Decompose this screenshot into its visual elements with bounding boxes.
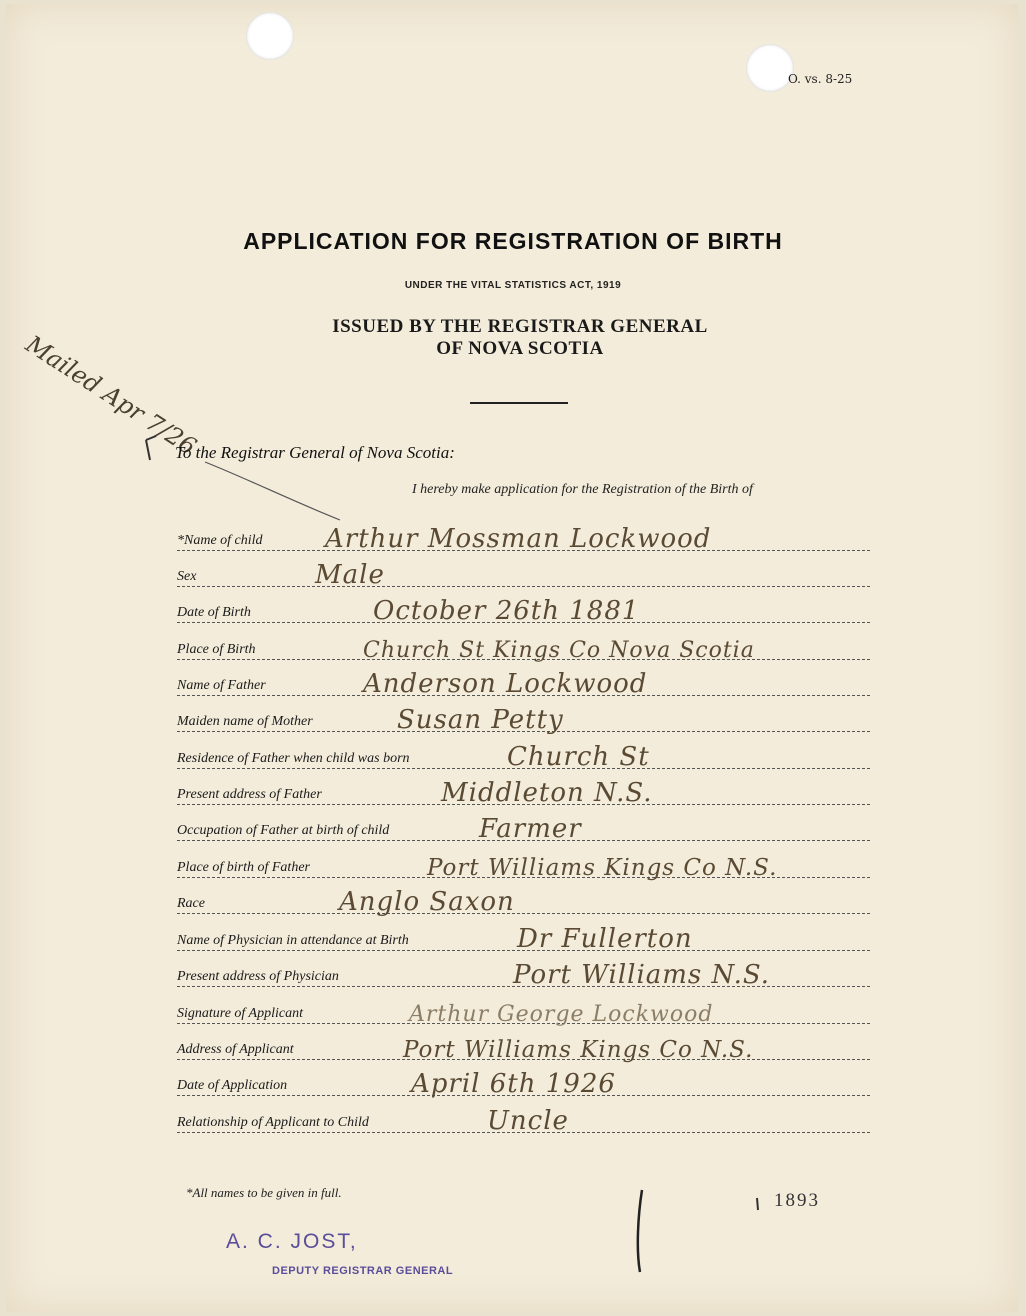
footnote: *All names to be given in full.: [186, 1185, 342, 1200]
field-place-of-birth-of-father: [177, 855, 870, 881]
stamp-name: A. C. JOST,: [226, 1230, 358, 1253]
field-value: Port Williams Kings Co N.S.: [403, 1037, 754, 1063]
field-label: Relationship of Applicant to Child: [177, 1115, 369, 1130]
field-value: Church St Kings Co Nova Scotia: [363, 638, 755, 663]
field-value: Arthur Mossman Lockwood: [325, 524, 712, 554]
field-label: Present address of Father: [177, 787, 322, 802]
field-value: Susan Petty: [397, 705, 564, 735]
registration-number: 1893: [774, 1190, 820, 1211]
field-relationship-of-applicant: [177, 1106, 870, 1136]
field-value: Arthur George Lockwood: [409, 1002, 714, 1027]
field-present-address-of-physician: [177, 960, 870, 990]
field-label: Residence of Father when child was born: [177, 751, 410, 766]
field-date-of-application: [177, 1069, 870, 1099]
field-value: Anderson Lockwood: [363, 669, 648, 699]
field-label: Occupation of Father at birth of child: [177, 823, 390, 838]
check-mark: [146, 436, 156, 460]
field-name-of-father: [177, 669, 870, 699]
field-label: Sex: [177, 569, 197, 584]
field-address-of-applicant: [177, 1037, 870, 1063]
field-race: [177, 887, 870, 917]
stamp-title: DEPUTY REGISTRAR GENERAL: [272, 1265, 454, 1277]
tick-mark: [757, 1198, 758, 1210]
field-value: Middleton N.S.: [441, 778, 653, 808]
field-value: Uncle: [487, 1106, 569, 1136]
field-occupation-of-father: [177, 814, 870, 844]
field-label: Race: [177, 896, 205, 911]
field-label: Name of Father: [177, 678, 266, 693]
field-value: Dr Fullerton: [517, 924, 693, 954]
field-label: Signature of Applicant: [177, 1006, 303, 1021]
field-label: Address of Applicant: [177, 1042, 294, 1057]
intro-text: I hereby make application for the Registration of the Birth of: [412, 482, 753, 497]
field-value: Farmer: [479, 814, 582, 844]
field-sex: [177, 560, 870, 590]
field-value: Anglo Saxon: [339, 887, 515, 917]
field-label: Date of Application: [177, 1078, 288, 1093]
field-value: April 6th 1926: [411, 1069, 616, 1099]
field-signature-of-applicant: [177, 1001, 870, 1027]
field-label: Maiden name of Mother: [177, 714, 313, 729]
field-value: Male: [315, 560, 385, 590]
field-label: *Name of child: [177, 533, 263, 548]
issuer-line-2: OF NOVA SCOTIA: [436, 338, 604, 359]
field-label: Present address of Physician: [177, 969, 339, 984]
form-subtitle: UNDER THE VITAL STATISTICS ACT, 1919: [404, 280, 622, 291]
form-title: APPLICATION FOR REGISTRATION OF BIRTH: [243, 228, 783, 254]
field-place-of-birth: [177, 637, 870, 663]
field-value: October 26th 1881: [373, 596, 640, 626]
form-number: O. vs. 8-25: [788, 72, 853, 86]
large-checkmark: [638, 1190, 642, 1272]
field-label: Place of birth of Father: [177, 860, 310, 875]
field-present-address-of-father: [177, 778, 870, 808]
field-value: Port Williams N.S.: [513, 960, 771, 990]
field-residence-of-father: [177, 742, 870, 772]
field-date-of-birth: [177, 596, 870, 626]
field-label: Name of Physician in attendance at Birth: [177, 933, 409, 948]
field-value: Church St: [507, 742, 650, 772]
field-name-of-child: [177, 524, 870, 554]
pen-stroke-diagonal: [205, 462, 340, 520]
field-value: Port Williams Kings Co N.S.: [427, 855, 778, 881]
field-label: Date of Birth: [177, 605, 251, 620]
salutation: To the Registrar General of Nova Scotia:: [175, 443, 455, 462]
field-maiden-name-of-mother: [177, 705, 870, 735]
margin-note: Mailed Apr 7/26: [20, 330, 202, 461]
field-label: Place of Birth: [177, 642, 256, 657]
field-name-of-physician: [177, 924, 870, 954]
issuer-line-1: ISSUED BY THE REGISTRAR GENERAL: [332, 316, 708, 337]
